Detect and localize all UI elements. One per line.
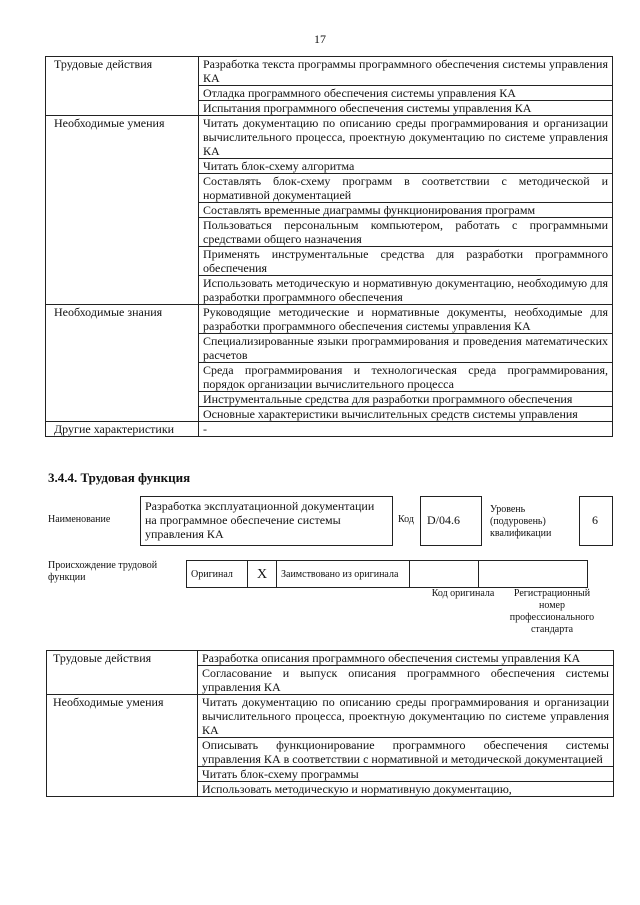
row-label: Другие характеристики (46, 422, 199, 437)
name-label: Наименование (48, 514, 111, 525)
requirements-table-1 (45, 56, 613, 437)
table-cell: Применять инструментальные средства для разработки программного обеспечения (199, 247, 613, 276)
original-code-caption: Код оригинала (431, 588, 495, 599)
borrowed-label: Заимствовано из оригинала (277, 561, 410, 588)
table-cell: Отладка программного обеспечения системы управления КА (199, 86, 613, 101)
table-cell: Составлять временные диаграммы функционирования программ (199, 203, 613, 218)
page-number: 17 (314, 32, 326, 46)
table-cell: Разработка текста программы программного обеспечения системы управления КА (199, 57, 613, 86)
table-cell: Использовать методическую и нормативную документацию, (198, 782, 614, 797)
table-cell: Основные характеристики вычислительных средств системы управления (199, 407, 613, 422)
row-label: Необходимые знания (46, 305, 199, 422)
function-name-box: Разработка эксплуатационной документации на программное обеспечение системы управления КА (140, 496, 393, 546)
table-cell: Испытания программного обеспечения системы управления КА (199, 101, 613, 116)
row-label: Трудовые действия (47, 651, 198, 695)
table-cell: Среда программирования и технологическая среда программирования, порядок организации вычислительного процесса (199, 363, 613, 392)
row-label: Необходимые умения (46, 116, 199, 305)
original-code-cell (410, 561, 479, 588)
table-cell: Согласование и выпуск описания программного обеспечения системы управления КА (198, 666, 614, 695)
table-cell: - (199, 422, 613, 437)
table-cell: Читать блок-схему алгоритма (199, 159, 613, 174)
section-heading: 3.4.4. Трудовая функция (48, 470, 191, 485)
table-cell: Читать блок-схему программы (198, 767, 614, 782)
table-cell: Читать документацию по описанию среды программирования и организации вычислительного процесса, проектную документацию по системе управления КА (199, 116, 613, 159)
table-cell: Читать документацию по описанию среды программирования и организации вычислительного процесса, проектную документацию по системе управления КА (198, 695, 614, 738)
function-code-box: D/04.6 (420, 496, 482, 546)
requirements-table-2 (46, 650, 614, 797)
table-cell: Использовать методическую и нормативную документацию, необходимую для разработки программного обеспечения (199, 276, 613, 305)
code-label: Код (398, 514, 414, 525)
table-cell: Инструментальные средства для разработки программного обеспечения (199, 392, 613, 407)
registration-number-cell (479, 561, 588, 588)
row-label: Необходимые умения (47, 695, 198, 797)
table-cell: Составлять блок-схему программ в соответствии с методической и нормативной документацией (199, 174, 613, 203)
table-cell: Описывать функционирование программного обеспечения системы управления КА в соответствии с нормативной и методической документацией (198, 738, 614, 767)
original-mark: X (248, 561, 277, 588)
original-label: Оригинал (187, 561, 248, 588)
origin-table (186, 560, 588, 588)
level-value-box: 6 (579, 496, 613, 546)
table-cell: Специализированные языки программирования и проведения математических расчетов (199, 334, 613, 363)
level-label: Уровень (подуровень) квалификации (490, 504, 552, 539)
registration-number-caption: Регистрационный номер профессионального стандарта (509, 588, 595, 635)
origin-label: Происхождение трудовой функции (48, 560, 158, 583)
row-label: Трудовые действия (46, 57, 199, 116)
table-cell: Руководящие методические и нормативные документы, необходимые для разработки программного обеспечения системы управления КА (199, 305, 613, 334)
table-cell: Разработка описания программного обеспечения системы управления КА (198, 651, 614, 666)
table-cell: Пользоваться персональным компьютером, работать с программными средствами общего назначения (199, 218, 613, 247)
